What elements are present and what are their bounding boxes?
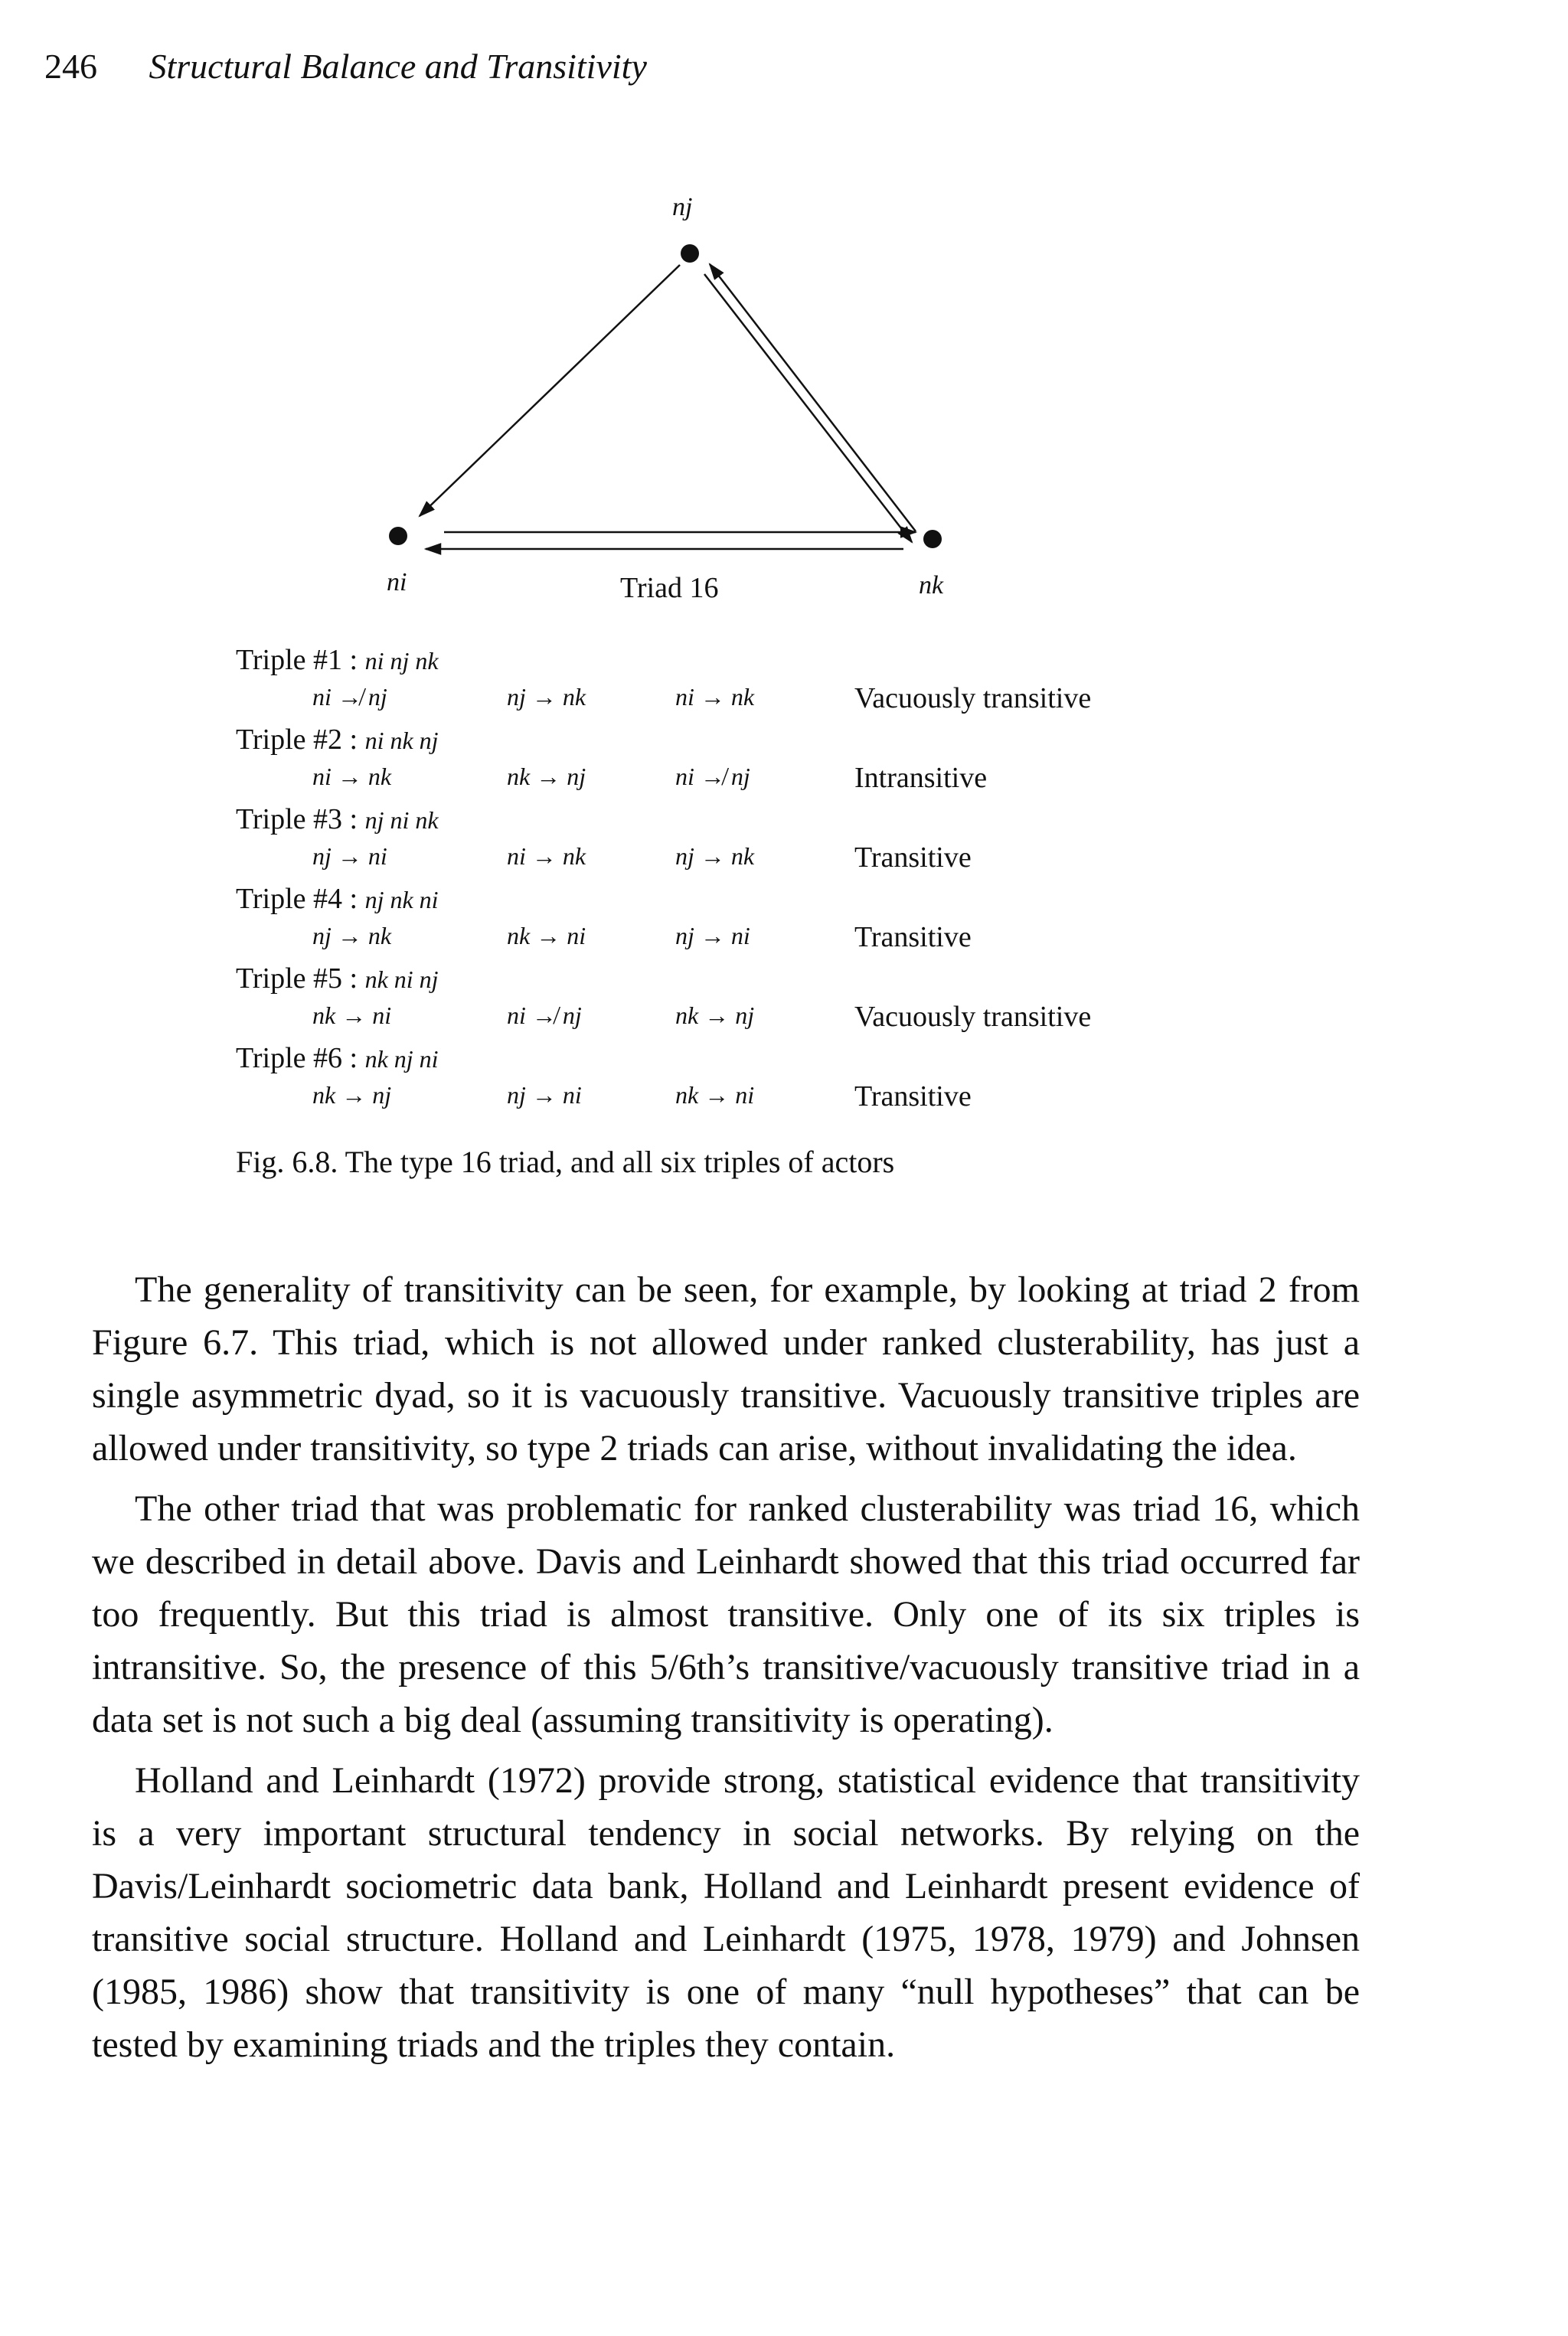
triple-relation: nj → nk xyxy=(507,683,586,711)
triple-verdict: Transitive xyxy=(854,1080,972,1112)
node-label-ni: ni xyxy=(387,568,407,596)
triple-relation: ni → nk xyxy=(675,683,755,711)
triple-verdict: Intransitive xyxy=(854,762,988,794)
triple-relation: nk → nj xyxy=(507,763,586,790)
node-nj xyxy=(681,244,699,263)
triple-relation: nj → ni xyxy=(312,842,387,870)
node-label-nj: nj xyxy=(672,193,693,221)
triple-relation: nj → nk xyxy=(675,842,755,870)
triple-header: Triple #6 : nk nj ni xyxy=(236,1042,439,1074)
triple-relation: ni ↛ nj xyxy=(312,683,387,711)
triple-relation: nk → ni xyxy=(507,922,586,949)
body-paragraph: The other triad that was problematic for ranked clusterability was triad 16, which we described in detail above. Davis and Leinhardt showed that this triad occurred far too frequently. But this triad is almost transitive. Only one of its six triples is intransitive. So, the presence of this 5/6th’s transitive/vacuously transitive triad in a data set is not such a big deal (assuming transitivity is operating). xyxy=(92,1488,1360,1740)
triple-verdict: Transitive xyxy=(854,921,972,953)
triple-relation: nj → nk xyxy=(312,922,392,949)
body-paragraph: Holland and Leinhardt (1972) provide strong, statistical evidence that transitivity is a very important structural tendency in social networks. By relying on the Davis/Leinhardt sociometric data bank, Holland and Leinhardt present evidence of transitive social structure. Holland and Leinhardt (1975, 1978, 1979) and Johnsen (1985, 1986) show that transitivity is one of many “null hypotheses” that can be tested by examining triads and the triples they contain. xyxy=(92,1760,1360,2065)
triple-relation: ni → nk xyxy=(507,842,586,870)
node-nk xyxy=(923,530,942,548)
triple-header: Triple #1 : ni nj nk xyxy=(236,644,439,676)
edge-nj-to-ni xyxy=(420,265,680,516)
body-paragraph: The generality of transitivity can be seen, for example, by looking at triad 2 from Figure 6.7. This triad, which is not allowed under ranked clusterability, has just a single asymmetric dyad, so it is vacuously transitive. Vacuously transitive triples are allowed under transitivity, so type 2 triads can arise, without invalidating the idea. xyxy=(92,1269,1360,1469)
node-ni xyxy=(389,527,407,545)
edge-nj-to-nk xyxy=(704,274,912,542)
triple-verdict: Vacuously transitive xyxy=(854,682,1092,714)
triple-header: Triple #2 : ni nk nj xyxy=(236,724,439,756)
edge-nk-to-nj xyxy=(710,264,916,531)
triple-relation: nj → ni xyxy=(507,1081,582,1109)
triple-verdict: Vacuously transitive xyxy=(854,1001,1092,1033)
triple-header: Triple #3 : nj ni nk xyxy=(236,803,439,835)
node-label-nk: nk xyxy=(919,571,944,600)
triple-header: Triple #4 : nj nk ni xyxy=(236,883,439,915)
triple-relation: nk → ni xyxy=(675,1081,755,1109)
triple-verdict: Transitive xyxy=(854,841,972,874)
body-text xyxy=(92,1263,1360,2079)
triple-relation: nk → nj xyxy=(312,1081,392,1109)
figure-caption: Fig. 6.8. The type 16 triad, and all six triples of actors xyxy=(236,1145,895,1179)
triple-relation: ni ↛ nj xyxy=(507,1001,582,1029)
triple-relation: nj → ni xyxy=(675,922,750,949)
triple-relation: ni → nk xyxy=(312,763,392,790)
triad-label: Triad 16 xyxy=(620,572,719,604)
chapter-title: Structural Balance and Transitivity xyxy=(149,47,647,86)
triple-relation: nk → ni xyxy=(312,1001,392,1029)
page-number: 246 xyxy=(44,47,97,86)
triple-relation: ni ↛ nj xyxy=(675,763,750,790)
triple-header: Triple #5 : nk ni nj xyxy=(236,962,439,995)
triple-relation: nk → nj xyxy=(675,1001,755,1029)
